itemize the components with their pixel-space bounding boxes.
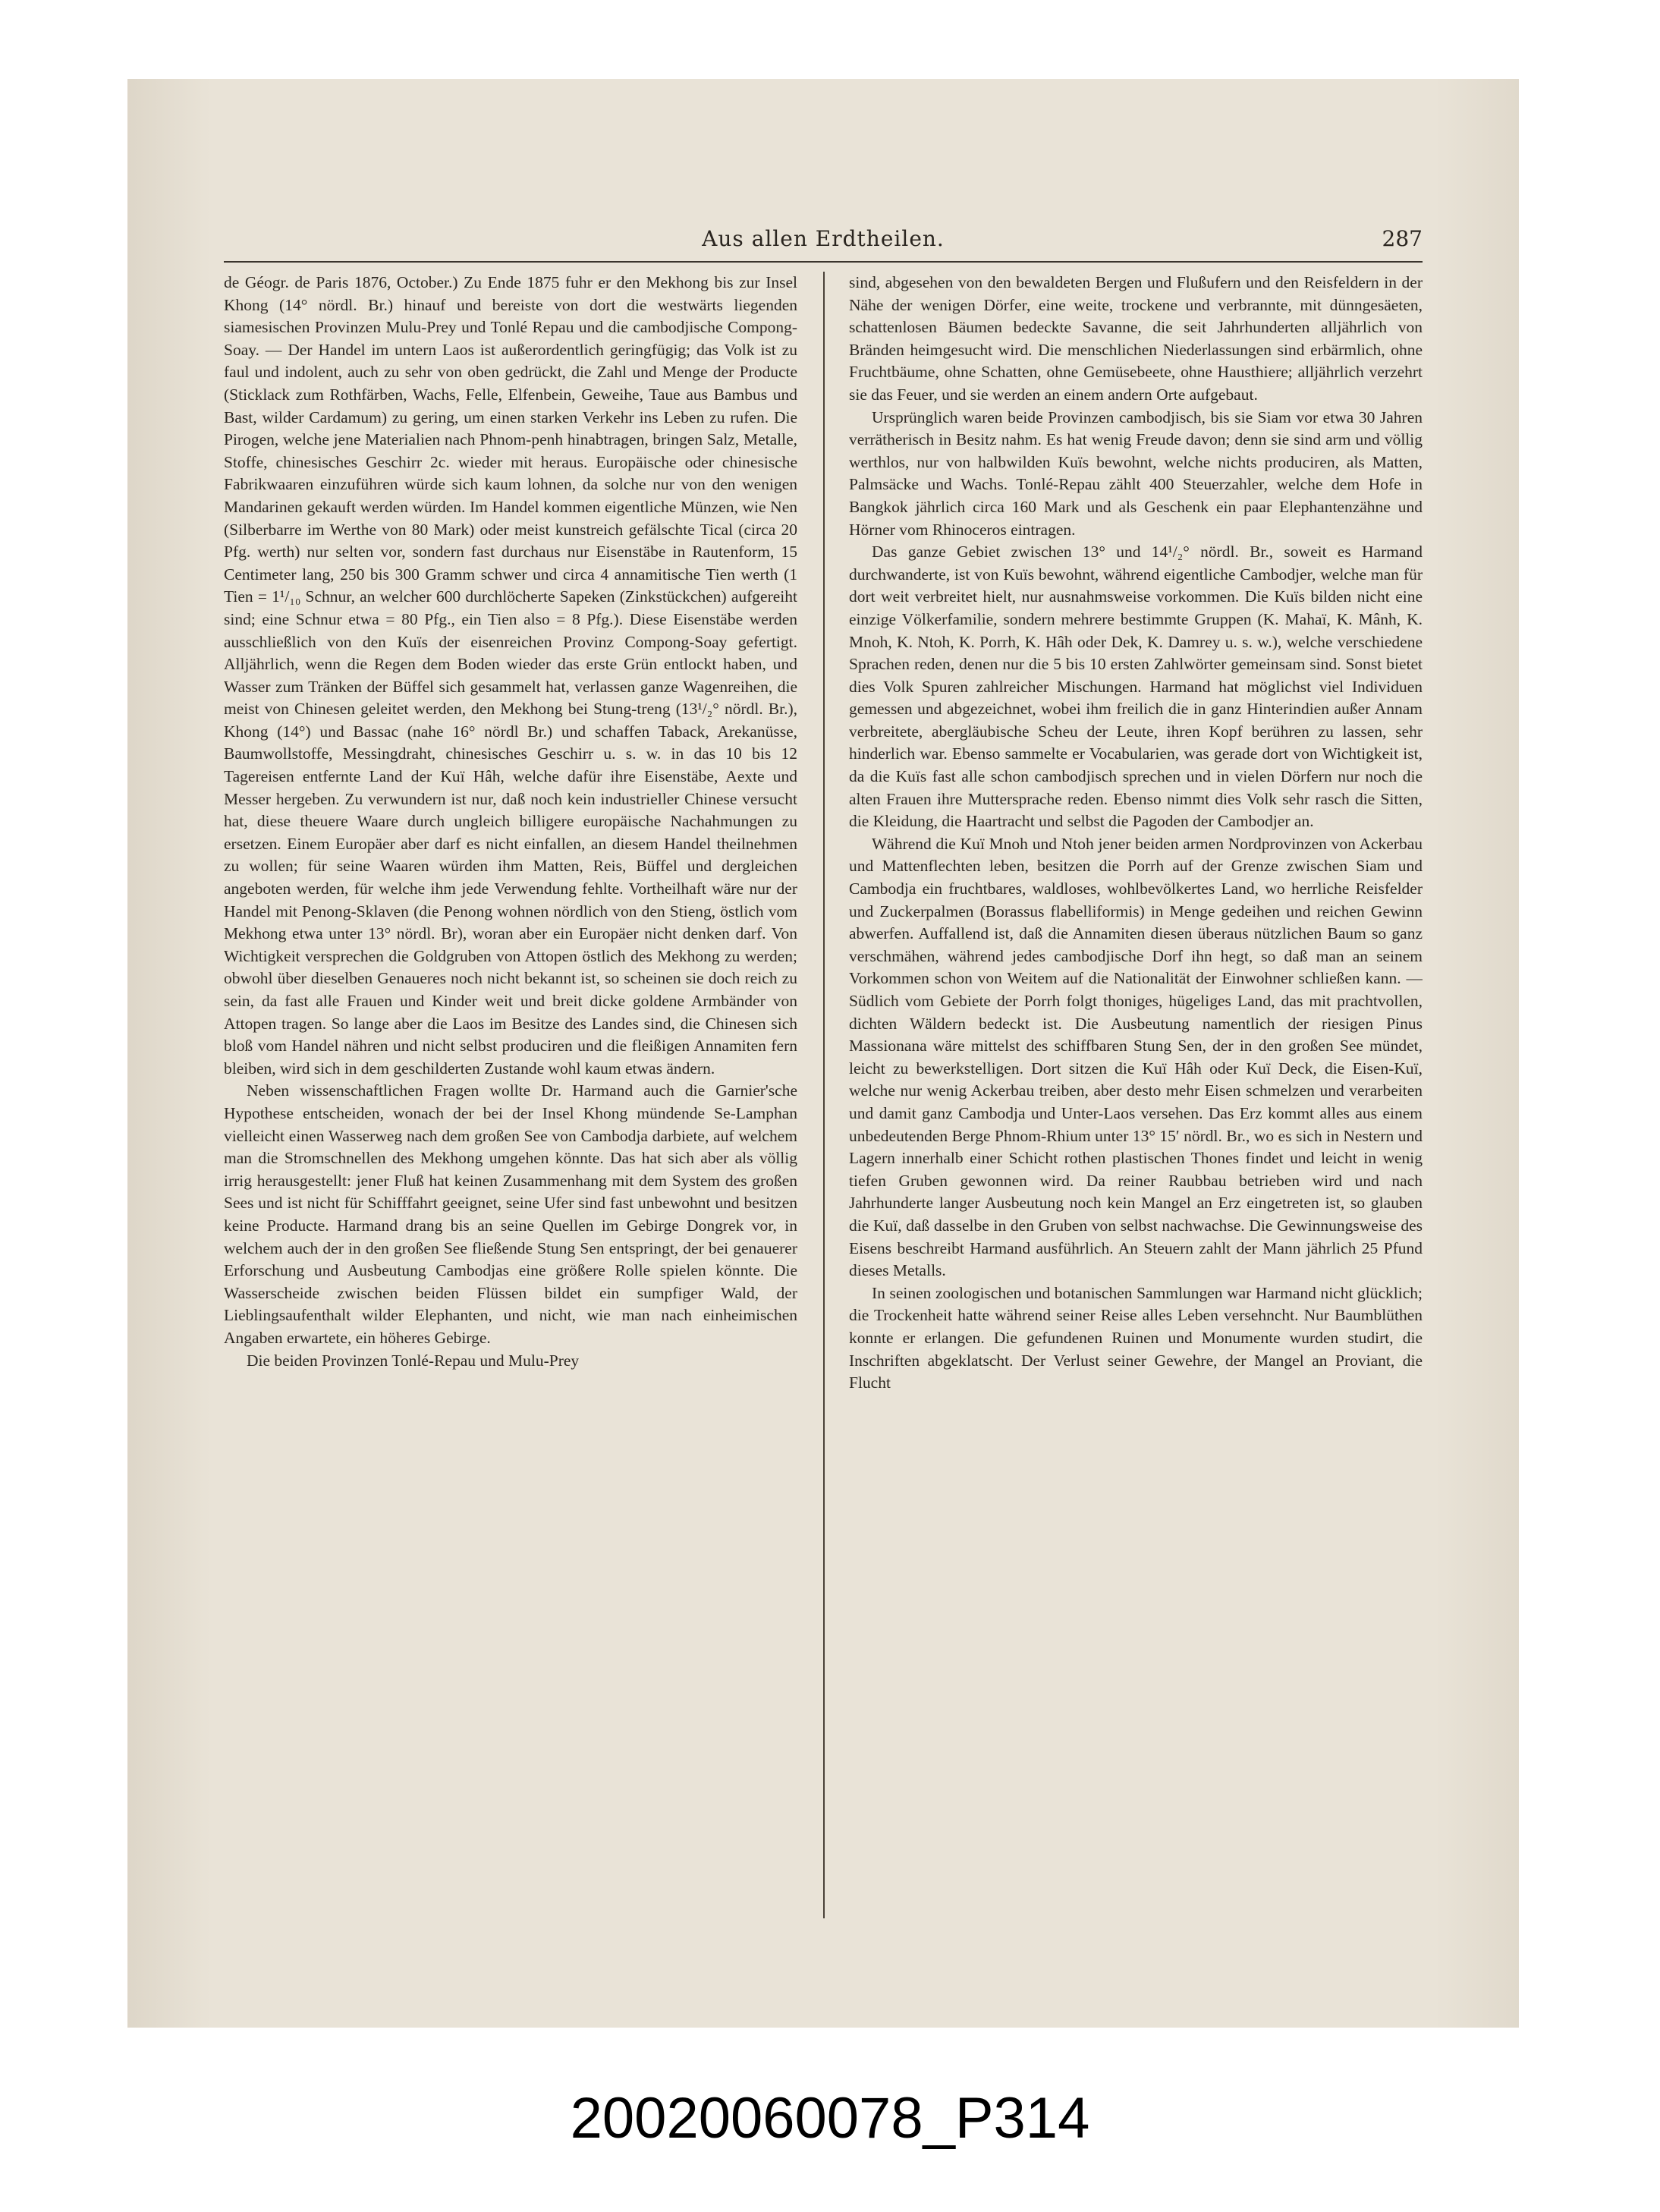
page-content (224, 223, 1423, 1961)
page-header (224, 223, 1423, 263)
archive-id-caption: 20020060078_P314 (570, 2086, 1090, 2151)
running-title: Aus allen Erdtheilen. (702, 226, 945, 251)
page-number: 287 (1382, 226, 1423, 251)
paragraph: sind, abgesehen von den bewaldeten Bergen und Flußufern und den Reisfeldern in der Nähe der wenigen Dörfer, eine weite, trockene und verbrannte, mit dünngesäeten, schattenlosen Bäumen bedeckte Savanne, die seit Jahrhunderten alljährlich von Bränden heimgesucht wird. Die menschlichen Niederlassungen sind erbärmlich, ohne Fruchtbäume, ohne Schatten, ohne Gemüsebeete, ohne Hausthiere; alljährlich verzehrt sie das Feuer, und sie werden an einem andern Orte aufgebaut. (849, 273, 1423, 404)
paragraph: In seinen zoologischen und botanischen Sammlungen war Harmand nicht glücklich; die Trockenheit hatte während seiner Reise alles Leben versehncht. Nur Baumblüthen konnte er erlangen. Die gefundenen Ruinen und Monumente wurden studirt, die Inschriften abgeklatscht. Der Verlust seiner Gewehre, der Mangel an Proviant, die Flucht (849, 1283, 1423, 1392)
paragraph: Während die Kuï Mnoh und Ntoh jener beiden armen Nordprovinzen von Ackerbau und Mattenflechten leben, besitzen die Porrh auf der Grenze zwischen Siam und Cambodja ein fruchtbares, waldloses, wohlbevölkertes Land, wo herrliche Reisfelder und Zuckerpalmen (Borassus flabelliformis) in Menge gedeihen und reichen Gewinn abwerfen. Auffallend ist, daß die Annamiten diesen überaus nützlichen Baum so ganz verschmähen, während jedes cambodjische Dorf ihn hegt, so daß man an seinem Vorkommen schon von Weitem auf die Nationalität der Einwohner schließen kann. — Südlich vom Gebiete der Porrh folgt thoniges, hügeliges Land, das mit prachtvollen, dichten Wäldern bedeckt ist. Die Ausbeutung namentlich der riesigen Pinus Massionana wäre mittelst des schiffbaren Stung Sen, der in den großen See mündet, leicht zu bewerkstelligen. Dort sitzen die Kuï Hâh oder Kuï Deck, die Eisen-Kuï, welche nur wenig Ackerbau treiben, aber desto mehr Eisen schmelzen und verarbeiten und damit ganz Cambodja und Unter-Laos versehen. Das Erz kommt alles aus einem unbedeutenden Berge Phnom-Rhium unter 13° 15′ nördl. Br., wo es sich in Nestern und Lagern innerhalb einer Schicht rothen plastischen Thones findet und leicht in wenig tiefen Gruben gewonnen wird. Da reiner Raubbau betrieben wird und nach Jahrhunderte langer Ausbeutung noch kein Mangel an Erz eingetreten ist, so glauben die Kuï, daß dasselbe in den Gruben von selbst nachwachse. Die Gewinnungsweise des Eisens beschreibt Harmand ausführlich. An Steuern zahlt der Mann jährlich 25 Pfund dieses Metalls. (849, 834, 1423, 1280)
paragraph: Die beiden Provinzen Tonlé-Repau und Mulu-Prey (247, 1351, 580, 1370)
paragraph: Ursprünglich waren beide Provinzen cambodjisch, bis sie Siam vor etwa 30 Jahren verrätherisch in Besitz nahm. Es hat wenig Freude davon; denn sie sind arm und völlig werthlos, nur von halbwilden Kuïs bewohnt, welche nichts produciren, als Matten, Palmsäcke und Wachs. Tonlé-Repau zählt 400 Steuerzahler, welche dem Hofe in Bangkok jährlich circa 160 Mark und als Geschenk ein paar Elephantenzähne und Hörner vom Rhinoceros eintragen. (849, 407, 1423, 539)
left-column (224, 272, 797, 1961)
paragraph: de Géogr. de Paris 1876, October.) Zu Ende 1875 fuhr er den Mekhong bis zur Insel Khong (14° nördl. Br.) hinauf und bereiste von dort die westwärts liegenden siamesischen Provinzen Mulu-Prey und Tonlé Repau und die cambodjische Compong-Soay. — Der Handel im untern Laos ist außerordentlich geringfügig; das Volk ist zu faul und indolent, auch zu sehr von oben gedrückt, die Zahl und Menge der Producte (Sticklack zum Rothfärben, Wachs, Felle, Elfenbein, Geweihe, Taue aus Bambus und Bast, wilder Cardamum) zu gering, um einen starken Verkehr ins Leben zu rufen. Die Pirogen, welche jene Materialien nach Phnom-penh hinabtragen, bringen Salz, Metalle, Stoffe, chinesisches Geschirr 2c. wieder mit heraus. Europäische oder chinesische Fabrikwaaren einzuführen würde sich kaum lohnen, da solche nur von den wenigen Mandarinen gekauft werden würden. Im Handel kommen eigentliche Münzen, wie Nen (Silberbarre im Werthe von 80 Mark) oder meist kunstreich gefälschte Tical (circa 20 Pfg. werth) nur selten vor, sondern fast durchaus nur Eisenstäbe in Rautenform, 15 Centimeter lang, 250 bis 300 Gramm schwer und circa 4 annamitische Tien werth (1 Tien = 1¹/₁₀ Schnur, an welcher 600 durchlöcherte Sapeken (Zinkstückchen) aufgereiht sind; eine Schnur etwa = 80 Pfg., ein Tien also = 8 Pfg.). Diese Eisenstäbe werden ausschließlich von den Kuïs der eisenreichen Provinz Compong-Soay gefertigt. Alljährlich, wenn die Regen dem Boden wieder das erste Grün entlockt haben, und Wasser zum Tränken der Büffel sich gesammelt hat, verlassen ganze Wagenreihen, die meist von Chinesen geleitet werden, den Mekhong bei Stung-treng (13¹/₂° nördl. Br.), Khong (14°) und Bassac (nahe 16° nördl Br.) und schaffen Taback, Arekanüsse, Baumwollstoffe, Messingdraht, chinesisches Geschirr u. s. w. in das 10 bis 12 Tagereisen entfernte Land der Kuï Hâh, welche dafür ihre Eisenstäbe, Aexte und Messer hergeben. Zu verwundern ist nur, daß noch kein industrieller Chinese versucht hat, diese theuere Waare durch ungleich billigere europäische Nachahmungen zu ersetzen. Einem Europäer aber darf es nicht einfallen, an diesem Handel theilnehmen zu wollen; für seine Waaren würden ihm Matten, Reis, Büffel und dergleichen angeboten werden, für welche ihm jede Verwendung fehlte. Vortheilhaft wäre nur der Handel mit Penong-Sklaven (die Penong wohnen nördlich von den Stieng, östlich vom Mekhong etwa unter 13° nördl. Br), woran aber ein Europäer nicht denken darf. Von Wichtigkeit versprechen die Goldgruben von Attopen östlich des Mekhong zu werden; obwohl über dieselben Genaueres noch nicht bekannt ist, so scheinen sie doch reich zu sein, da fast alle Frauen und Kinder weit und breit dicke goldene Armbänder von Attopen tragen. So lange aber die Laos im Besitze des Landes sind, die Chinesen sich bloß vom Handel nähren und nicht selbst produciren und die fleißigen Annamiten fern bleiben, wird sich in dem geschilderten Zustande wohl kaum etwas ändern. (224, 273, 797, 1078)
column-divider (823, 272, 825, 1918)
paragraph: Neben wissenschaftlichen Fragen wollte Dr. Harmand auch die Garnier'sche Hypothese entscheiden, wonach der bei der Insel Khong mündende Se-Lamphan vielleicht einen Wasserweg nach dem großen See von Cambodja darbiete, auf welchem man die Stromschnellen des Mekhong umgehen könnte. Das hat sich aber als völlig irrig herausgestellt: jener Fluß hat keinen Zusammenhang mit dem System des großen Sees und ist nicht für Schifffahrt geeignet, seine Ufer sind fast unbewohnt und besitzen keine Producte. Harmand drang bis an seine Quellen im Gebirge Dongrek vor, in welchem auch der in den großen See fließende Stung Sen entspringt, der bei genauerer Erforschung und Ausbeutung Cambodjas eine größere Rolle spielen könnte. Die Wasserscheide zwischen beiden Flüssen bildet ein sumpfiger Wald, der Lieblingsaufenthalt wilder Elephanten, und nicht, wie man nach einheimischen Angaben erwartete, ein höheres Gebirge. (224, 1081, 797, 1347)
right-column (849, 272, 1423, 1961)
scanned-page (127, 79, 1519, 2028)
paragraph: Das ganze Gebiet zwischen 13° und 14¹/₂° nördl. Br., soweit es Harmand durchwanderte, ist von Kuïs bewohnt, während eigentliche Cambodjer, welche man für dort weit verbreitet hielt, nur ausnahmsweise vorkommen. Die Kuïs bilden nicht eine einzige Völkerfamilie, sondern mehrere bestimmte Gruppen (K. Mahaï, K. Mânh, K. Mnoh, K. Ntoh, K. Porrh, K. Hâh oder Dek, K. Damrey u. s. w.), welche verschiedene Sprachen reden, denen nur die 5 bis 10 ersten Zahlwörter gemeinsam sind. Sonst bietet dies Volk Spuren zahlreicher Mischungen. Harmand hat möglichst viel Individuen gemessen und abgezeichnet, wobei ihm freilich die in ganz Hinterindien außer Annam verbreitete, abergläubische Scheu der Leute, ihren Kopf berühren zu lassen, sehr hinderlich war. Ebenso sammelte er Vocabularien, was gerade dort von Wichtigkeit ist, da die Kuïs fast alle schon cambodjisch sprechen und in vielen Dörfern nur noch die alten Frauen ihre Muttersprache reden. Ebenso nimmt dies Volk sehr rasch die Sitten, die Kleidung, die Haartracht und selbst die Pagoden der Cambodjer an. (849, 543, 1423, 831)
